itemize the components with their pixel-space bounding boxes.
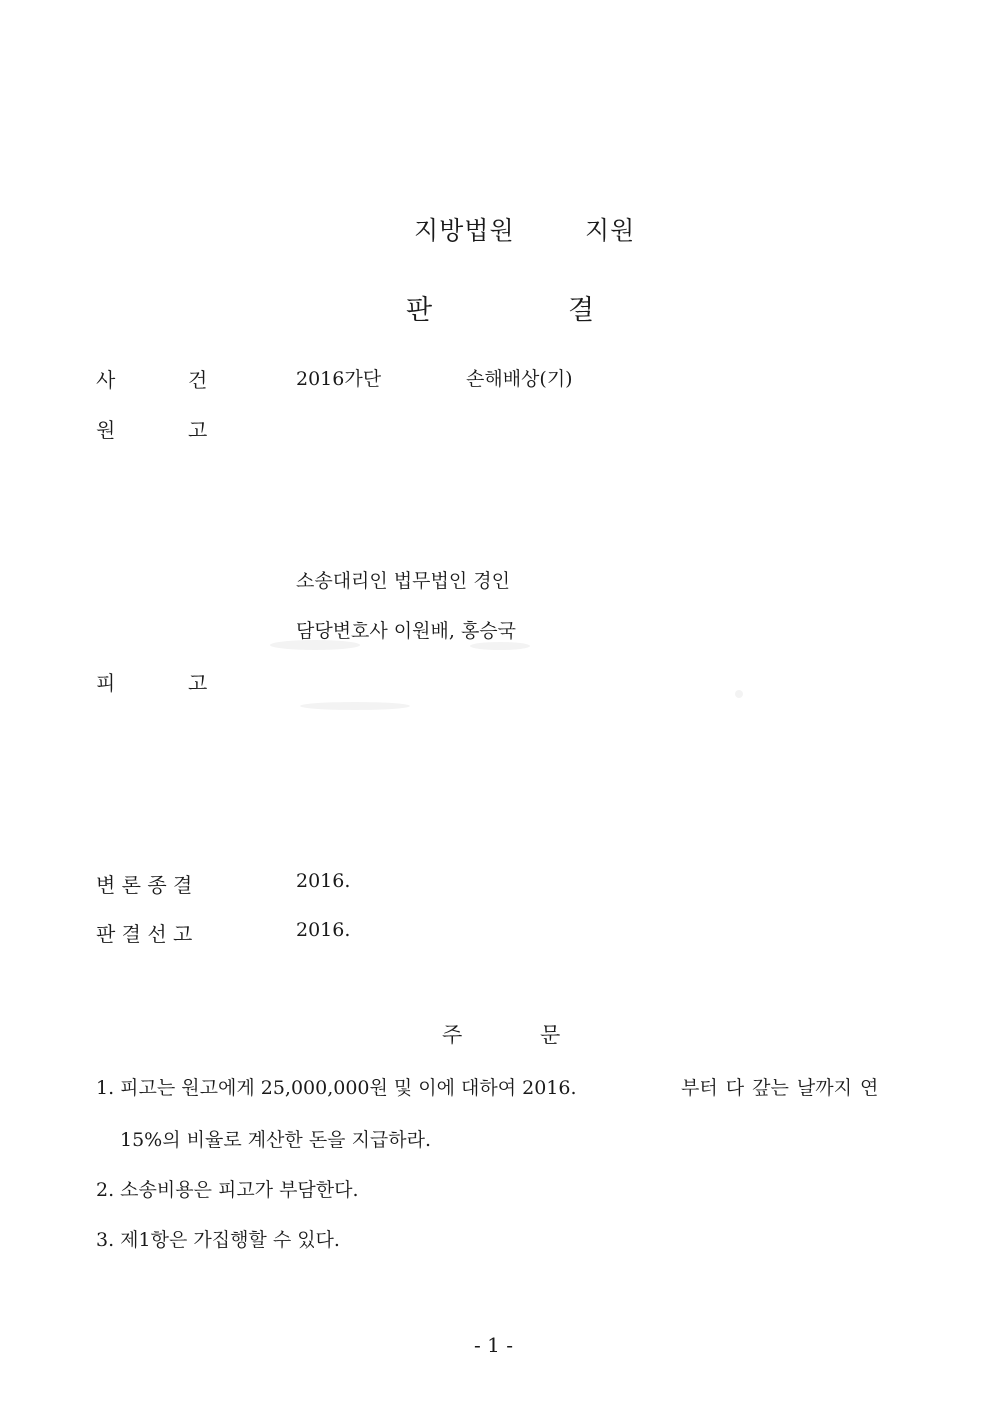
court-name: 지방법원: [414, 216, 515, 245]
sentence-date: 2016.: [296, 919, 351, 941]
doc-title-left: 판: [406, 295, 433, 326]
branch-name: 지원: [585, 216, 636, 245]
order-item-1-line-1b: 부터 다 갚는 날까지 연: [681, 1077, 879, 1099]
sentence-label: 판 결 선 고: [96, 922, 193, 946]
closing-argument-date: 2016.: [296, 870, 351, 892]
order-heading-right: 문: [540, 1023, 561, 1047]
order-item-2: 2. 소송비용은 피고가 부담한다.: [96, 1179, 359, 1201]
order-heading-left: 주: [442, 1023, 463, 1047]
defendant-label-char-1: 피: [96, 671, 116, 695]
order-item-1-line-1a: 1. 피고는 원고에게 25,000,000원 및 이에 대하여 2016.: [96, 1077, 577, 1099]
attorneys-line: 담당변호사 이원배, 홍승국: [296, 620, 517, 642]
case-label-char-1: 사: [96, 368, 116, 392]
closing-argument-label: 변 론 종 결: [96, 873, 193, 897]
page-number: - 1 -: [474, 1333, 513, 1357]
case-label-char-2: 건: [188, 368, 208, 392]
case-name: 손해배상(기): [466, 368, 573, 390]
defendant-label-char-2: 고: [188, 671, 208, 695]
doc-title-right: 결: [568, 295, 595, 326]
scan-smudge: [470, 642, 530, 650]
counsel-line: 소송대리인 법무법인 경인: [296, 570, 510, 592]
plaintiff-label-char-2: 고: [188, 418, 208, 442]
scan-smudge: [300, 702, 410, 710]
scan-smudge: [735, 690, 743, 698]
order-item-1-line-2: 15%의 비율로 계산한 돈을 지급하라.: [120, 1129, 432, 1151]
plaintiff-label-char-1: 원: [96, 418, 116, 442]
case-number: 2016가단: [296, 368, 382, 390]
order-item-3: 3. 제1항은 가집행할 수 있다.: [96, 1229, 340, 1251]
